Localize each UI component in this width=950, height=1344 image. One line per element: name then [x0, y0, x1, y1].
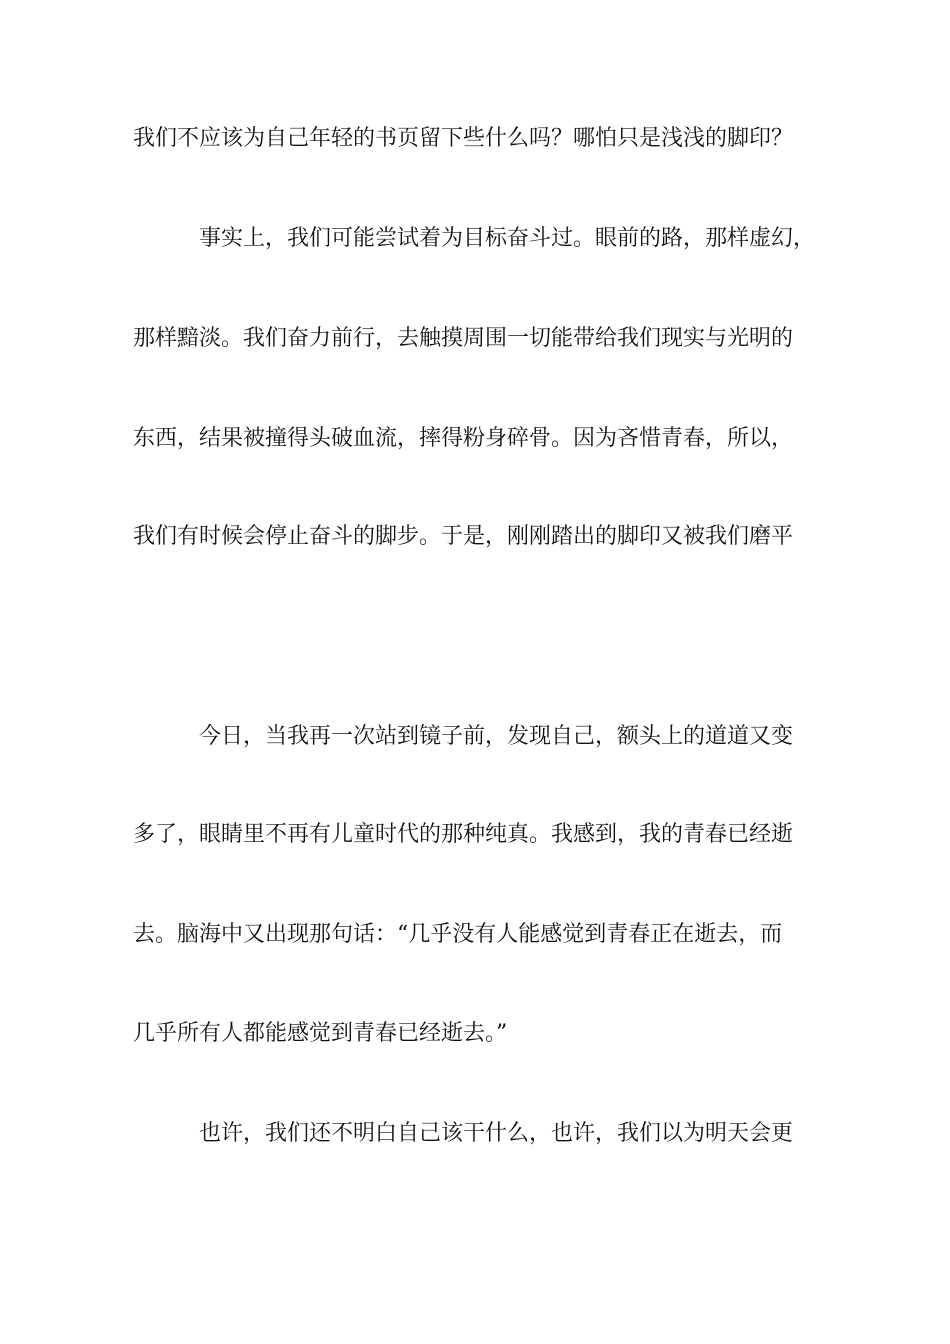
text-line-1: 我们不应该为自己年轻的书页留下些什么吗？哪怕只是浅浅的脚印？ — [133, 126, 794, 151]
text-line-5: 我们有时候会停止奋斗的脚步。于是，刚刚踏出的脚印又被我们磨平 — [133, 524, 794, 549]
text-line-8: 去。脑海中又出现那句话：“几乎没有人能感觉到青春正在逝去，而 — [133, 922, 783, 947]
text-line-3: 那样黯淡。我们奋力前行，去触摸周围一切能带给我们现实与光明的 — [133, 326, 794, 351]
text-line-7: 多了，眼睛里不再有儿童时代的那种纯真。我感到，我的青春已经逝 — [133, 822, 794, 847]
text-line-10: 也许，我们还不明白自己该干什么，也许，我们以为明天会更 — [199, 1121, 794, 1146]
text-line-6: 今日，当我再一次站到镜子前，发现自己，额头上的道道又变 — [199, 724, 794, 749]
text-line-9: 几乎所有人都能感觉到青春已经逝去。” — [133, 1021, 508, 1046]
text-line-4: 东西，结果被撞得头破血流，摔得粉身碎骨。因为吝惜青春，所以， — [133, 426, 794, 451]
text-line-2: 事实上，我们可能尝试着为目标奋斗过。眼前的路，那样虚幻， — [199, 226, 816, 251]
